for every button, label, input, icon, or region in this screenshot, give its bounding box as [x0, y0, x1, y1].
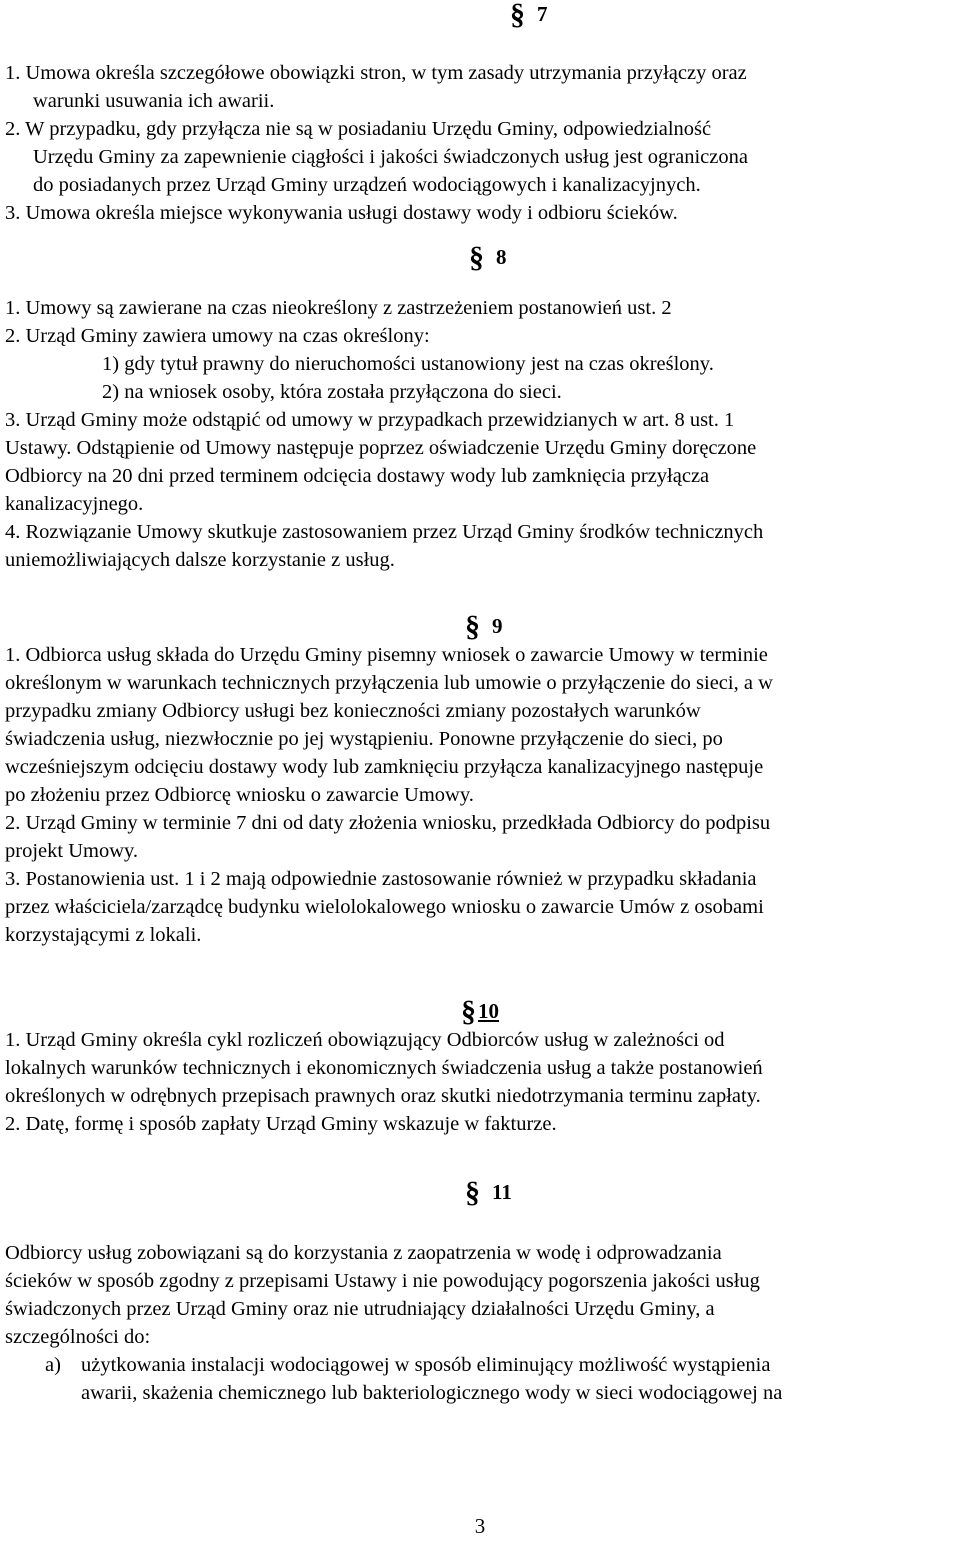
section-9-point-1-cont: wcześniejszym odcięciu dostawy wody lub zamknięciu przyłącza kanalizacyjnego następuje	[5, 756, 764, 778]
section-7-point-3: 3. Umowa określa miejsce wykonywania usługi dostawy wody i odbioru ścieków.	[5, 202, 678, 224]
paragraph-sign-icon: §	[461, 995, 476, 1028]
section-9-point-1-cont: świadczenia usług, niezwłocznie po jej wystąpieniu. Ponowne przyłączenie do sieci, po	[5, 728, 723, 750]
section-10-point-1-cont: lokalnych warunków technicznych i ekonomicznych świadczenia usług a także postanowień	[5, 1057, 763, 1079]
section-7-heading	[5, 0, 955, 29]
section-number: 11	[492, 1180, 512, 1204]
section-9-point-3: 3. Postanowienia ust. 1 i 2 mają odpowiednie zastosowanie również w przypadku składania	[5, 868, 757, 890]
section-8-point-4-cont: uniemożliwiających dalsze korzystanie z usług.	[5, 549, 395, 571]
paragraph-sign-icon: §	[469, 241, 484, 274]
section-8-point-2-item-2: 2) na wniosek osoby, która została przyłączona do sieci.	[102, 381, 562, 403]
section-8-point-3-cont: Odbiorcy na 20 dni przed terminem odcięcia dostawy wody lub zamknięcia przyłącza	[5, 465, 710, 487]
section-9-point-1-cont: przypadku zmiany Odbiorcy usługi bez konieczności zmiany pozostałych warunków	[5, 700, 701, 722]
section-10-point-2: 2. Datę, formę i sposób zapłaty Urząd Gminy wskazuje w fakturze.	[5, 1113, 557, 1135]
section-9-point-3-cont: korzystającymi z lokali.	[5, 924, 202, 946]
section-8-point-3-cont: kanalizacyjnego.	[5, 493, 144, 515]
item-label: a)	[45, 1354, 61, 1376]
section-number: 8	[496, 245, 507, 269]
section-9-heading	[5, 612, 955, 641]
section-9-point-2: 2. Urząd Gminy w terminie 7 dni od daty złożenia wniosku, przedkłada Odbiorcy do podpisu	[5, 812, 771, 834]
item-text: użytkowania instalacji wodociągowej w sposób eliminujący możliwość wystąpienia	[81, 1354, 771, 1376]
section-8-point-3-cont: Ustawy. Odstąpienie od Umowy następuje poprzez oświadczenie Urzędu Gminy doręczone	[5, 437, 757, 459]
section-10-point-1: 1. Urząd Gminy określa cykl rozliczeń obowiązujący Odbiorców usług w zależności od	[5, 1029, 725, 1051]
paragraph-sign-icon: §	[465, 610, 480, 643]
section-9-point-3-cont: przez właściciela/zarządcę budynku wielolokalowego wniosku o zawarcie Umów z osobami	[5, 896, 764, 918]
section-11-intro: Odbiorcy usług zobowiązani są do korzystania z zaopatrzenia w wodę i odprowadzania	[5, 1242, 722, 1264]
page-number: 3	[474, 1514, 486, 1538]
paragraph-sign-icon: §	[510, 0, 525, 31]
section-9-point-1-cont: określonym w warunkach technicznych przyłączenia lub umowie o przyłączenie do sieci, a w	[5, 672, 773, 694]
section-11-heading	[5, 1178, 955, 1207]
section-7-point-2: 2. W przypadku, gdy przyłącza nie są w posiadaniu Urzędu Gminy, odpowiedzialność	[5, 118, 712, 140]
item-text: awarii, skażenia chemicznego lub bakteriologicznego wody w sieci wodociągowej na	[81, 1382, 783, 1404]
section-number: 9	[492, 614, 503, 638]
section-7-point-2-cont: do posiadanych przez Urząd Gminy urządzeń wodociągowych i kanalizacyjnych.	[33, 174, 701, 196]
section-8-point-2: 2. Urząd Gminy zawiera umowy na czas określony:	[5, 325, 430, 347]
section-9-point-1: 1. Odbiorca usług składa do Urzędu Gminy pisemny wniosek o zawarcie Umowy w terminie	[5, 644, 768, 666]
section-number: 10	[478, 999, 499, 1023]
section-10-point-1-cont: określonych w odrębnych przepisach prawnych oraz skutki niedotrzymania terminu zapłaty.	[5, 1085, 761, 1107]
section-9-point-2-cont: projekt Umowy.	[5, 840, 139, 862]
section-8-heading	[5, 243, 955, 272]
section-7-point-1: 1. Umowa określa szczegółowe obowiązki stron, w tym zasady utrzymania przyłączy oraz	[5, 62, 747, 84]
section-8-point-1: 1. Umowy są zawierane na czas nieokreślony z zastrzeżeniem postanowień ust. 2	[5, 297, 672, 319]
section-7-point-1-cont: warunki usuwania ich awarii.	[33, 90, 275, 112]
section-11-intro-cont: szczególności do:	[5, 1326, 151, 1348]
section-11-item-a-cont	[5, 1379, 955, 1407]
section-8-point-4: 4. Rozwiązanie Umowy skutkuje zastosowaniem przez Urząd Gminy środków technicznych	[5, 521, 764, 543]
section-8-point-3: 3. Urząd Gminy może odstąpić od umowy w przypadkach przewidzianych w art. 8 ust. 1	[5, 409, 735, 431]
section-11-intro-cont: świadczonych przez Urząd Gminy oraz nie utrudniający działalności Urzędu Gminy, a	[5, 1298, 715, 1320]
section-8-point-2-item-1: 1) gdy tytuł prawny do nieruchomości ustanowiony jest na czas określony.	[102, 353, 714, 375]
document-body	[5, 0, 955, 1407]
section-7-point-2-cont: Urzędu Gminy za zapewnienie ciągłości i jakości świadczonych usług jest ograniczona	[33, 146, 748, 168]
section-11-item-a	[5, 1351, 955, 1379]
section-11-intro-cont: ścieków w sposób zgodny z przepisami Ustawy i nie powodujący pogorszenia jakości usług	[5, 1270, 760, 1292]
section-10-heading	[5, 997, 955, 1026]
section-number: 7	[537, 2, 548, 26]
section-9-point-1-cont: po złożeniu przez Odbiorcę wniosku o zawarcie Umowy.	[5, 784, 474, 806]
paragraph-sign-icon: §	[465, 1176, 480, 1209]
